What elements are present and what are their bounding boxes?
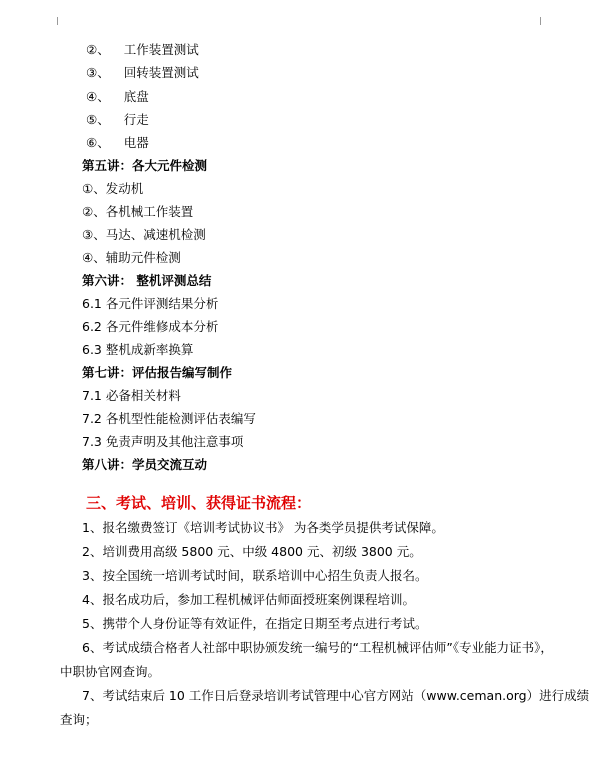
sub-item <box>86 135 149 151</box>
sub-item-text: 电器 <box>123 135 149 150</box>
lecture-7-item: 7.2 各机型性能检测评估表编写 <box>82 411 256 426</box>
sub-item-text: 回转装置测试 <box>123 65 199 80</box>
page-corner-mark-right <box>540 17 541 25</box>
lecture-6-item: 6.2 各元件维修成本分析 <box>82 319 219 334</box>
lecture-7-title: 第七讲：评估报告编写制作 <box>82 365 233 380</box>
process-step: 1、报名缴费签订《培训考试协议书》 为各类学员提供考试保障。 <box>82 520 444 535</box>
lecture-6-item: 6.1 各元件评测结果分析 <box>82 296 219 311</box>
sub-item <box>86 65 199 81</box>
lecture-5-item: ①、发动机 <box>82 181 144 196</box>
sub-item-number: ⑤、 <box>86 112 110 127</box>
process-step: 3、按全国统一培训考试时间，联系培训中心招生负责人报名。 <box>82 568 428 583</box>
process-step-continuation: 查询； <box>60 712 98 727</box>
lecture-7-item: 7.3 免责声明及其他注意事项 <box>82 434 244 449</box>
lecture-5-item: ③、马达、减速机检测 <box>82 227 206 242</box>
process-step: 2、培训费用高级 5800 元、中级 4800 元、初级 3800 元。 <box>82 544 422 559</box>
sub-item-number: ④、 <box>86 89 110 104</box>
lecture-5-title: 第五讲：各大元件检测 <box>82 158 208 173</box>
section-3-heading: 三、考试、培训、获得证书流程： <box>86 494 312 512</box>
lecture-7-item: 7.1 必备相关材料 <box>82 388 181 403</box>
sub-item-text: 行走 <box>123 112 149 127</box>
lecture-6-item: 6.3 整机成新率换算 <box>82 342 194 357</box>
lecture-8-title: 第八讲：学员交流互动 <box>82 457 208 472</box>
sub-item-text: 底盘 <box>123 89 149 104</box>
process-step: 6、考试成绩合格者人社部中职协颁发统一编号的“工程机械评估师”《专业能力证书》， <box>82 640 553 655</box>
sub-item-number: ⑥、 <box>86 135 110 150</box>
page-corner-mark-left <box>57 17 58 25</box>
sub-item <box>86 42 199 58</box>
sub-item-text: 工作装置测试 <box>123 42 199 57</box>
process-step: 5、携带个人身份证等有效证件，在指定日期至考点进行考试。 <box>82 616 428 631</box>
sub-item-number: ③、 <box>86 65 110 80</box>
lecture-5-item: ④、辅助元件检测 <box>82 250 181 265</box>
lecture-5-item: ②、各机械工作装置 <box>82 204 194 219</box>
process-step: 7、考试结束后 10 工作日后登录培训考试管理中心官方网站（www.ceman.org）进行成绩 <box>82 688 590 703</box>
process-step-continuation: 中职协官网查询。 <box>60 664 161 679</box>
lecture-6-title: 第六讲： 整机评测总结 <box>82 273 212 288</box>
sub-item <box>86 112 149 128</box>
sub-item-number: ②、 <box>86 42 110 57</box>
process-step: 4、报名成功后，参加工程机械评估师面授班案例课程培训。 <box>82 592 415 607</box>
sub-item <box>86 89 149 105</box>
